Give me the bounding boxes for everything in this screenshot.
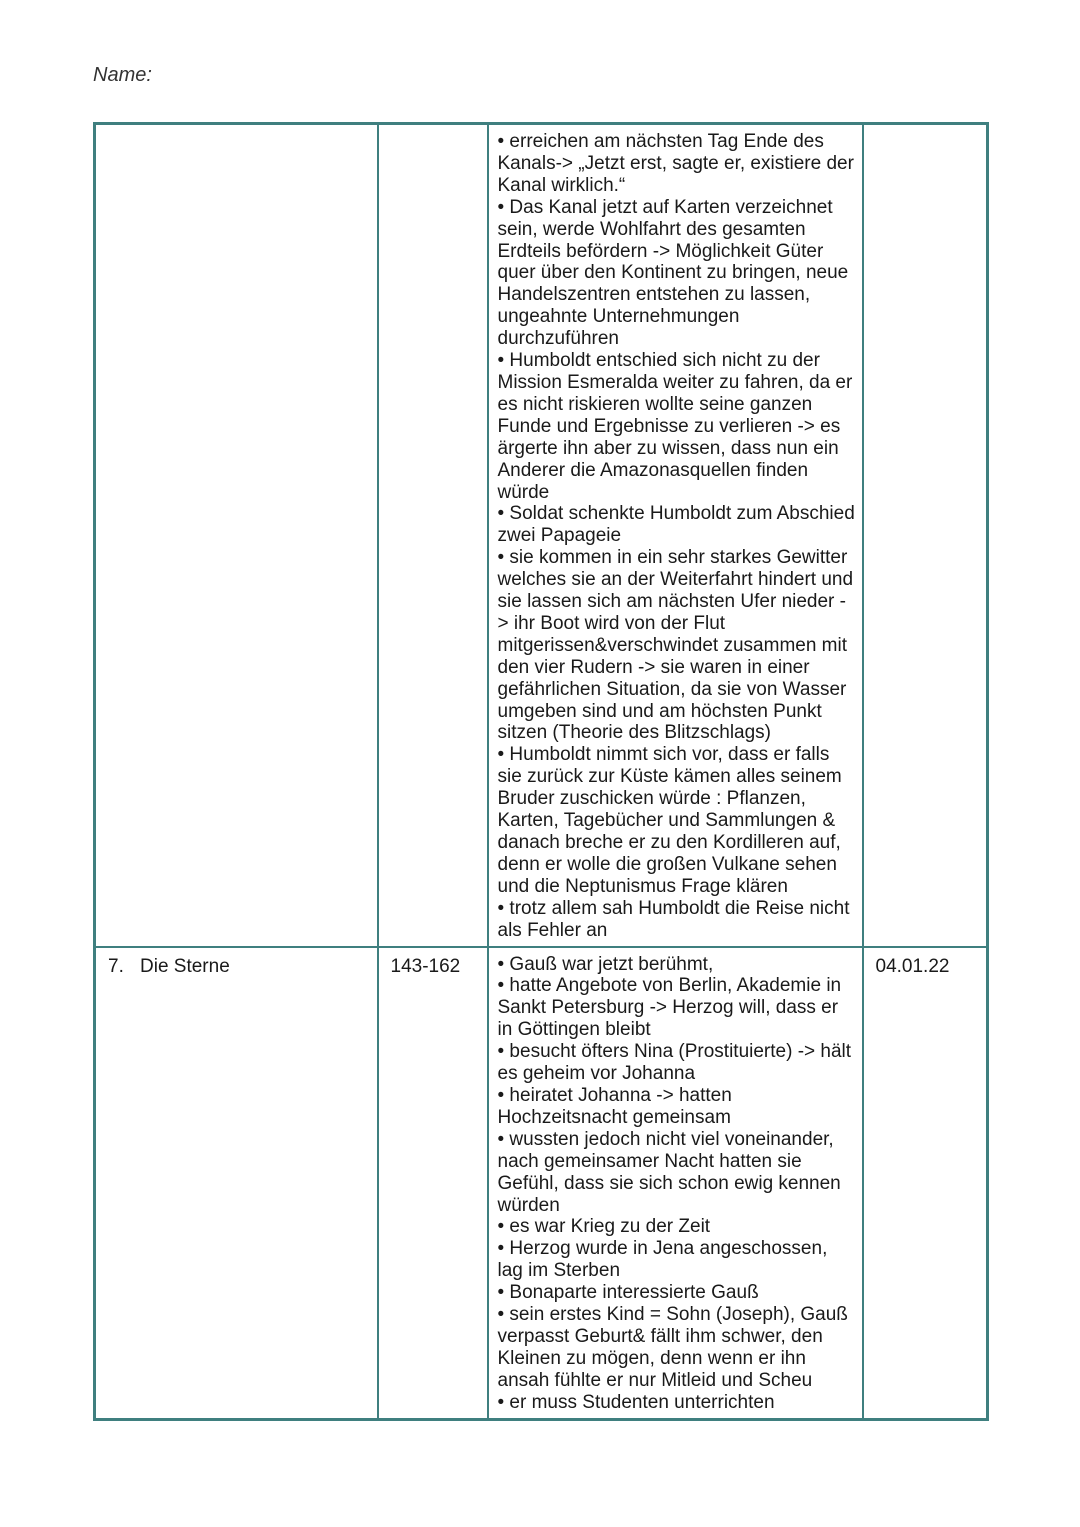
- chapter-summary-table: [93, 122, 989, 1421]
- note-item: • sein erstes Kind = Sohn (Joseph), Gauß verpasst Geburt& fällt ihm schwer, den Kleinen zu mögen, denn wenn er ihn ansah fühlte er nur Mitleid und Scheu: [497, 1304, 848, 1391]
- pages-cell: [378, 947, 488, 1420]
- table-row: [95, 124, 988, 947]
- note-item: • Soldat schenkte Humboldt zum Abschied zwei Papageie: [497, 503, 855, 547]
- note-item: • besucht öfters Nina (Prostituierte) -> hält es geheim vor Johanna: [497, 1041, 852, 1085]
- notes-cell: [488, 124, 863, 947]
- note-item: • es war Krieg zu der Zeit: [497, 1216, 711, 1238]
- chapter-title: Die Sterne: [140, 955, 230, 977]
- chapter-title-cell: [95, 124, 378, 947]
- pages-cell: [378, 124, 488, 947]
- date-cell: [863, 124, 988, 947]
- note-item: • er muss Studenten unterrichten: [497, 1391, 775, 1413]
- date-value: 04.01.22: [875, 955, 950, 977]
- note-item: • hatte Angebote von Berlin, Akademie in Sankt Petersburg -> Herzog will, dass er in Göttingen bleibt: [497, 975, 842, 1041]
- name-label: Name:: [93, 64, 152, 86]
- note-item: • Bonaparte interessierte Gauß: [497, 1282, 759, 1304]
- note-item: • wussten jedoch nicht viel voneinander, nach gemeinsamer Nacht hatten sie Gefühl, dass sie sich schon ewig kennen würden: [497, 1128, 841, 1216]
- table-row: [95, 947, 988, 1420]
- notes-cell: [488, 947, 863, 1420]
- note-item: • erreichen am nächsten Tag Ende des Kanals-> „Jetzt erst, sagte er, existiere der Kanal wirklich.“: [497, 131, 854, 196]
- pages-value: 143-162: [390, 955, 461, 977]
- note-item: • Humboldt entschied sich nicht zu der Mission Esmeralda weiter zu fahren, da er es nicht riskieren wollte seine ganzen Funde und Ergebnisse zu verlieren -> es ärgerte ihn aber zu wissen, dass nun ein Anderer die Amazonasquellen finden würde: [497, 350, 853, 503]
- date-cell: [863, 947, 988, 1420]
- note-item: • trotz allem sah Humboldt die Reise nicht als Fehler an: [497, 897, 850, 941]
- note-item: • sie kommen in ein sehr starkes Gewitter welches sie an der Weiterfahrt hindert und sie lassen sich am nächsten Ufer nieder -> ihr Boot wird von der Flut mitgerissen&verschwindet zusammen mit den vier Rudern -> sie waren in einer gefährlichen Situation, da sie von Wasser umgeben sind und am höchsten Punkt sitzen (Theorie des Blitzschlags): [497, 547, 854, 744]
- note-item: • Gauß war jetzt berühmt,: [497, 953, 714, 975]
- note-item: • heiratet Johanna -> hatten Hochzeitsnacht gemeinsam: [497, 1084, 732, 1128]
- note-item: • Humboldt nimmt sich vor, dass er falls sie zurück zur Küste kämen alles seinem Bruder zuschicken würde : Pflanzen, Karten, Tagebücher und Sammlungen & danach breche er zu den Kordilleren auf, denn er wolle die großen Vulkane sehen und die Neptunismus Frage klären: [497, 744, 842, 897]
- chapter-number: 7.: [108, 955, 124, 977]
- note-item: • Das Kanal jetzt auf Karten verzeichnet sein, werde Wohlfahrt des gesamten Erdteils befördern -> Möglichkeit Güter quer über den Kontinent zu bringen, neue Handelszentren entstehen zu lassen, ungeahnte Unternehmungen durchzuführen: [497, 196, 849, 350]
- note-item: • Herzog wurde in Jena angeschossen, lag im Sterben: [497, 1238, 828, 1282]
- chapter-title-cell: [95, 947, 378, 1420]
